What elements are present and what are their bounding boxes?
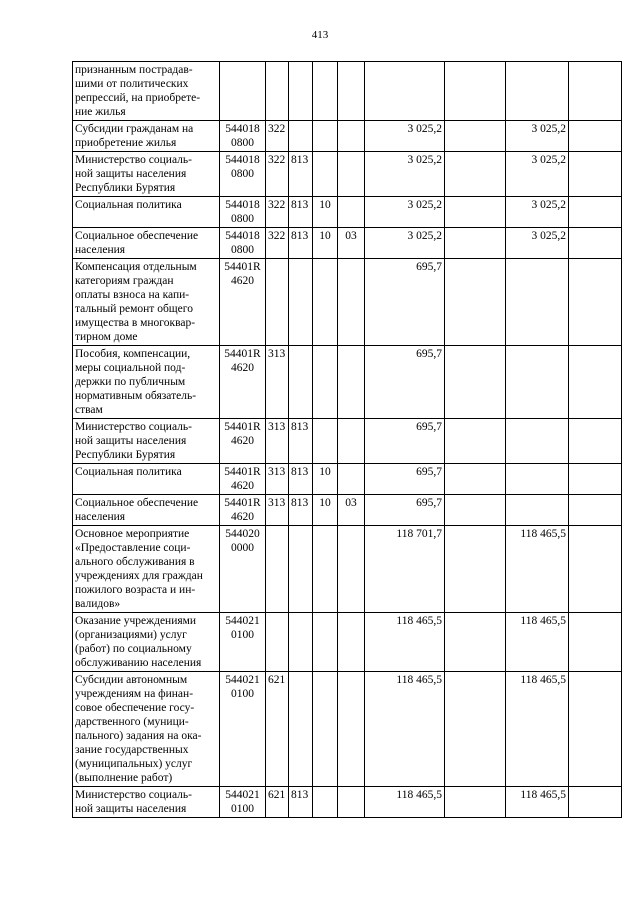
row-grbs-cell-text: 813 <box>291 466 309 478</box>
row-grbs-cell-text: 813 <box>291 199 309 211</box>
row-name-cell <box>73 121 220 152</box>
row-vr-cell <box>266 787 289 818</box>
row-grbs-cell <box>289 419 313 464</box>
row-sum3-cell-text: 3 025,2 <box>531 230 566 242</box>
row-name-cell <box>73 346 220 419</box>
row-csr-cell <box>220 259 266 346</box>
row-sum4-cell <box>569 419 622 464</box>
row-pr-cell <box>338 152 365 197</box>
row-sum1-cell-text: 695,7 <box>416 348 442 360</box>
row-csr-cell-text: 54401R 4620 <box>224 421 261 447</box>
row-csr-cell <box>220 495 266 526</box>
row-grbs-cell <box>289 121 313 152</box>
row-name-cell-text: Социальное обеспечение населения <box>75 230 199 256</box>
row-sum4-cell <box>569 526 622 613</box>
row-sum3-cell-text: 118 465,5 <box>520 615 566 627</box>
row-sum2-cell <box>445 672 506 787</box>
row-sum3-cell <box>506 495 569 526</box>
row-csr-cell <box>220 672 266 787</box>
table-row <box>73 464 622 495</box>
row-vr-cell <box>266 526 289 613</box>
row-grbs-cell <box>289 62 313 121</box>
row-sum4-cell <box>569 787 622 818</box>
row-rz-cell-text: 10 <box>319 199 331 211</box>
row-sum3-cell-text: 3 025,2 <box>531 123 566 135</box>
row-rz-cell <box>313 121 338 152</box>
row-sum1-cell <box>365 526 445 613</box>
table-row <box>73 121 622 152</box>
row-name-cell-text: Социальная политика <box>75 466 182 478</box>
table-row <box>73 259 622 346</box>
row-vr-cell-text: 322 <box>268 230 286 242</box>
row-sum2-cell <box>445 62 506 121</box>
row-vr-cell <box>266 152 289 197</box>
table-row <box>73 787 622 818</box>
row-sum3-cell <box>506 62 569 121</box>
row-name-cell <box>73 613 220 672</box>
row-sum4-cell <box>569 259 622 346</box>
row-csr-cell <box>220 787 266 818</box>
row-sum1-cell <box>365 787 445 818</box>
row-sum2-cell <box>445 228 506 259</box>
page-number: 413 <box>311 29 329 41</box>
row-rz-cell-text: 10 <box>319 230 331 242</box>
row-name-cell-text: Субсидии гражданам на приобретение жилья <box>75 123 194 149</box>
row-rz-cell <box>313 62 338 121</box>
row-csr-cell-text: 544018 0800 <box>225 123 260 149</box>
row-sum4-cell <box>569 672 622 787</box>
row-grbs-cell <box>289 495 313 526</box>
row-sum4-cell <box>569 197 622 228</box>
row-vr-cell <box>266 259 289 346</box>
row-pr-cell <box>338 121 365 152</box>
row-csr-cell-text: 544018 0800 <box>225 230 260 256</box>
row-csr-cell <box>220 526 266 613</box>
row-name-cell <box>73 228 220 259</box>
row-vr-cell <box>266 464 289 495</box>
row-rz-cell <box>313 613 338 672</box>
row-vr-cell-text: 322 <box>268 154 286 166</box>
row-sum3-cell <box>506 672 569 787</box>
row-pr-cell-text: 03 <box>345 497 357 509</box>
row-vr-cell-text: 313 <box>268 421 286 433</box>
row-sum1-cell-text: 3 025,2 <box>407 199 442 211</box>
row-csr-cell-text: 54401R 4620 <box>224 466 261 492</box>
row-sum1-cell-text: 695,7 <box>416 421 442 433</box>
row-name-cell-text: Оказание учреждениями (организациями) услуг (работ) по социальному обслуживанию населения <box>75 615 202 669</box>
row-grbs-cell-text: 813 <box>291 154 309 166</box>
row-sum1-cell-text: 695,7 <box>416 261 442 273</box>
row-grbs-cell <box>289 464 313 495</box>
row-grbs-cell <box>289 346 313 419</box>
row-sum2-cell <box>445 121 506 152</box>
row-name-cell-text: Социальное обеспечение населения <box>75 497 199 523</box>
row-vr-cell-text: 313 <box>268 497 286 509</box>
row-rz-cell <box>313 152 338 197</box>
row-rz-cell <box>313 672 338 787</box>
row-vr-cell <box>266 346 289 419</box>
row-sum2-cell <box>445 152 506 197</box>
row-grbs-cell-text: 813 <box>291 497 309 509</box>
row-sum1-cell <box>365 672 445 787</box>
row-grbs-cell-text: 813 <box>291 230 309 242</box>
row-vr-cell-text: 313 <box>268 348 286 360</box>
row-csr-cell <box>220 346 266 419</box>
row-sum1-cell <box>365 197 445 228</box>
row-name-cell <box>73 495 220 526</box>
row-sum3-cell-text: 3 025,2 <box>531 154 566 166</box>
table-row <box>73 419 622 464</box>
row-rz-cell <box>313 197 338 228</box>
row-sum4-cell <box>569 464 622 495</box>
row-csr-cell-text: 54401R 4620 <box>224 348 261 374</box>
table-row <box>73 495 622 526</box>
row-name-cell <box>73 419 220 464</box>
row-grbs-cell <box>289 228 313 259</box>
budget-table <box>72 61 622 818</box>
row-sum1-cell <box>365 152 445 197</box>
row-sum1-cell-text: 3 025,2 <box>407 123 442 135</box>
row-sum2-cell <box>445 346 506 419</box>
row-sum3-cell <box>506 613 569 672</box>
row-grbs-cell <box>289 672 313 787</box>
row-sum1-cell <box>365 464 445 495</box>
row-sum1-cell-text: 118 465,5 <box>396 674 442 686</box>
row-csr-cell-text: 544018 0800 <box>225 154 260 180</box>
row-name-cell <box>73 672 220 787</box>
row-name-cell-text: Министерство социаль- ной защиты населения Республики Бурятия <box>75 421 192 461</box>
row-name-cell-text: признанным пострадав- шими от политических репрессий, на приобрете- ние жилья <box>75 64 201 118</box>
row-csr-cell <box>220 613 266 672</box>
row-name-cell <box>73 464 220 495</box>
table-row <box>73 526 622 613</box>
row-csr-cell <box>220 464 266 495</box>
table-row <box>73 152 622 197</box>
row-csr-cell <box>220 197 266 228</box>
row-name-cell <box>73 152 220 197</box>
row-sum1-cell-text: 118 465,5 <box>396 615 442 627</box>
row-pr-cell <box>338 197 365 228</box>
row-rz-cell <box>313 259 338 346</box>
row-csr-cell <box>220 228 266 259</box>
row-rz-cell-text: 10 <box>319 497 331 509</box>
row-csr-cell <box>220 152 266 197</box>
row-sum3-cell <box>506 197 569 228</box>
row-vr-cell <box>266 228 289 259</box>
row-vr-cell-text: 322 <box>268 199 286 211</box>
row-sum4-cell <box>569 62 622 121</box>
row-vr-cell-text: 322 <box>268 123 286 135</box>
row-rz-cell <box>313 787 338 818</box>
row-name-cell <box>73 62 220 121</box>
row-sum2-cell <box>445 259 506 346</box>
row-pr-cell <box>338 613 365 672</box>
row-sum3-cell-text: 118 465,5 <box>520 674 566 686</box>
row-vr-cell-text: 621 <box>268 674 286 686</box>
row-csr-cell-text: 544020 0000 <box>225 528 260 554</box>
budget-table-body <box>73 62 622 818</box>
row-sum1-cell <box>365 121 445 152</box>
row-pr-cell <box>338 672 365 787</box>
row-pr-cell <box>338 787 365 818</box>
row-sum3-cell <box>506 419 569 464</box>
row-grbs-cell-text: 813 <box>291 421 309 433</box>
row-csr-cell-text: 54401R 4620 <box>224 261 261 287</box>
row-rz-cell <box>313 346 338 419</box>
row-sum4-cell <box>569 152 622 197</box>
row-sum1-cell <box>365 346 445 419</box>
row-rz-cell <box>313 228 338 259</box>
row-pr-cell <box>338 259 365 346</box>
row-pr-cell <box>338 228 365 259</box>
row-rz-cell <box>313 526 338 613</box>
row-csr-cell <box>220 121 266 152</box>
row-sum3-cell <box>506 464 569 495</box>
row-sum2-cell <box>445 197 506 228</box>
row-pr-cell <box>338 419 365 464</box>
row-grbs-cell <box>289 787 313 818</box>
row-name-cell-text: Основное мероприятие «Предоставление соци- ального обслуживания в учреждениях для граждан пожилого возраста и ин- валидов» <box>75 528 203 610</box>
row-pr-cell <box>338 346 365 419</box>
row-grbs-cell <box>289 152 313 197</box>
row-sum3-cell <box>506 787 569 818</box>
row-sum1-cell <box>365 495 445 526</box>
row-sum3-cell <box>506 228 569 259</box>
table-row <box>73 346 622 419</box>
table-row <box>73 228 622 259</box>
row-sum1-cell-text: 695,7 <box>416 466 442 478</box>
row-name-cell-text: Субсидии автономным учреждениям на финан- совое обеспечение госу- дарственного (муници- пального) задания на ока- зание государственных (муниципальных) услуг (выполнение работ) <box>75 674 202 784</box>
row-sum2-cell <box>445 787 506 818</box>
row-rz-cell <box>313 495 338 526</box>
row-sum3-cell <box>506 346 569 419</box>
row-rz-cell <box>313 419 338 464</box>
row-vr-cell <box>266 613 289 672</box>
row-name-cell <box>73 197 220 228</box>
row-name-cell-text: Министерство социаль- ной защиты населения <box>75 789 192 815</box>
row-sum2-cell <box>445 495 506 526</box>
row-vr-cell <box>266 495 289 526</box>
row-vr-cell <box>266 419 289 464</box>
row-vr-cell <box>266 62 289 121</box>
row-name-cell-text: Министерство социаль- ной защиты населения Республики Бурятия <box>75 154 192 194</box>
row-sum4-cell <box>569 346 622 419</box>
row-csr-cell-text: 544021 0100 <box>225 615 260 641</box>
row-rz-cell-text: 10 <box>319 466 331 478</box>
row-grbs-cell <box>289 259 313 346</box>
row-sum2-cell <box>445 419 506 464</box>
row-sum1-cell <box>365 613 445 672</box>
row-sum3-cell-text: 3 025,2 <box>531 199 566 211</box>
row-sum4-cell <box>569 228 622 259</box>
row-csr-cell <box>220 419 266 464</box>
row-sum3-cell <box>506 152 569 197</box>
row-sum3-cell <box>506 121 569 152</box>
row-name-cell <box>73 259 220 346</box>
row-sum3-cell-text: 118 465,5 <box>520 789 566 801</box>
row-csr-cell-text: 544018 0800 <box>225 199 260 225</box>
row-csr-cell-text: 544021 0100 <box>225 789 260 815</box>
row-grbs-cell-text: 813 <box>291 789 309 801</box>
row-grbs-cell <box>289 613 313 672</box>
row-sum3-cell <box>506 259 569 346</box>
row-vr-cell <box>266 672 289 787</box>
row-sum2-cell <box>445 464 506 495</box>
row-pr-cell <box>338 464 365 495</box>
table-row <box>73 613 622 672</box>
row-vr-cell-text: 313 <box>268 466 286 478</box>
row-sum1-cell-text: 118 701,7 <box>396 528 442 540</box>
row-vr-cell <box>266 121 289 152</box>
row-sum1-cell <box>365 259 445 346</box>
row-name-cell-text: Социальная политика <box>75 199 182 211</box>
row-vr-cell-text: 621 <box>268 789 286 801</box>
row-sum1-cell <box>365 62 445 121</box>
table-row <box>73 197 622 228</box>
row-pr-cell-text: 03 <box>345 230 357 242</box>
row-sum1-cell <box>365 228 445 259</box>
row-pr-cell <box>338 62 365 121</box>
row-sum1-cell-text: 695,7 <box>416 497 442 509</box>
row-name-cell <box>73 526 220 613</box>
row-vr-cell <box>266 197 289 228</box>
row-sum3-cell-text: 118 465,5 <box>520 528 566 540</box>
row-pr-cell <box>338 526 365 613</box>
table-row <box>73 672 622 787</box>
row-name-cell-text: Компенсация отдельным категориям граждан оплаты взноса на капи- тальный ремонт общего имущества в многоквар- тирном доме <box>75 261 197 343</box>
row-pr-cell <box>338 495 365 526</box>
row-sum1-cell <box>365 419 445 464</box>
row-grbs-cell <box>289 197 313 228</box>
row-sum1-cell-text: 118 465,5 <box>396 789 442 801</box>
row-sum2-cell <box>445 613 506 672</box>
row-csr-cell <box>220 62 266 121</box>
table-row <box>73 62 622 121</box>
row-grbs-cell <box>289 526 313 613</box>
row-sum4-cell <box>569 495 622 526</box>
row-csr-cell-text: 544021 0100 <box>225 674 260 700</box>
row-rz-cell <box>313 464 338 495</box>
row-sum1-cell-text: 3 025,2 <box>407 154 442 166</box>
row-sum4-cell <box>569 121 622 152</box>
row-name-cell <box>73 787 220 818</box>
row-sum4-cell <box>569 613 622 672</box>
row-sum3-cell <box>506 526 569 613</box>
row-csr-cell-text: 54401R 4620 <box>224 497 261 523</box>
row-sum1-cell-text: 3 025,2 <box>407 230 442 242</box>
row-name-cell-text: Пособия, компенсации, меры социальной под- держки по публичным нормативным обязатель- ствам <box>75 348 197 416</box>
row-sum2-cell <box>445 526 506 613</box>
